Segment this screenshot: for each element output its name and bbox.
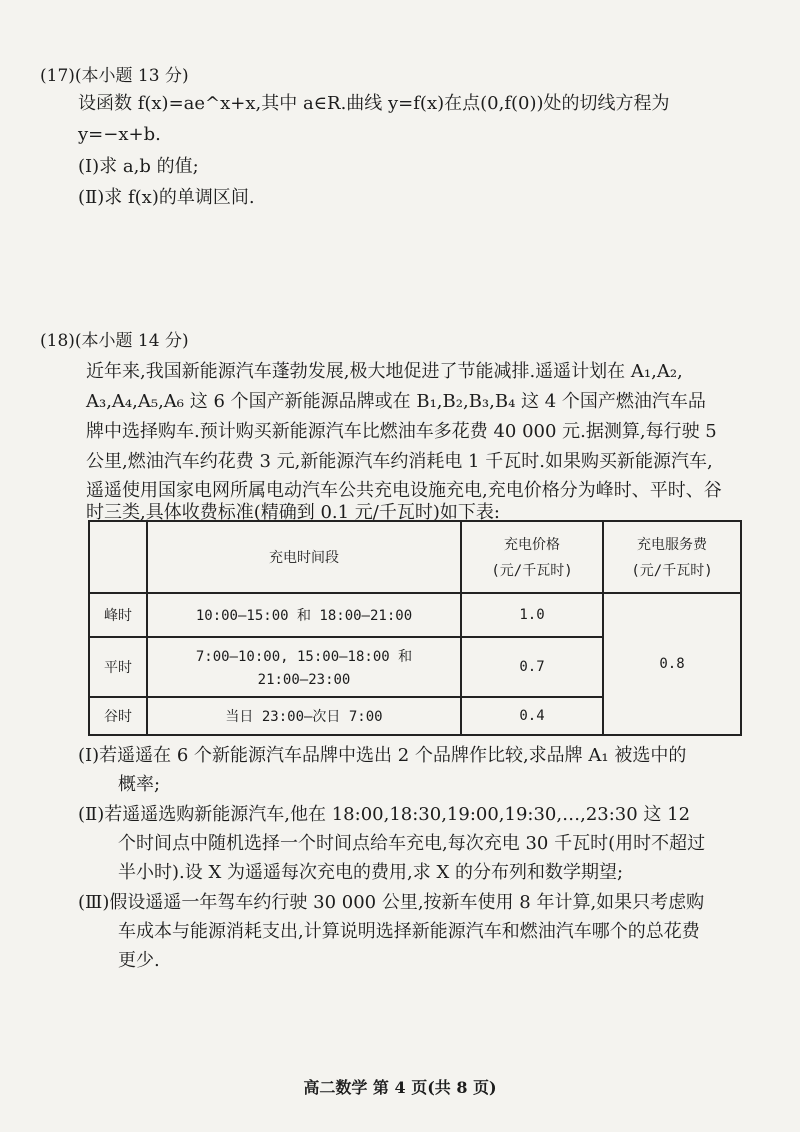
row-period-line2: 21:00—23:00 (257, 672, 351, 688)
q18-para-line: 公里,燃油汽车约花费 3 元,新能源汽车约消耗电 1 千瓦时.如果购买新能源汽车, (86, 451, 713, 472)
row-price: 0.7 (461, 637, 603, 697)
q18-para-line: 牌中选择购车.预计购买新能源汽车比燃油车多花费 40 000 元.据测算,每行驶 5 (86, 421, 717, 442)
q18-part3-line: 车成本与能源消耗支出,计算说明选择新能源汽车和燃油汽车哪个的总花费 (118, 921, 700, 942)
service-fee-cell: 0.8 (603, 593, 741, 735)
header-price (461, 521, 603, 593)
header-price-line1: 充电价格 (504, 537, 560, 553)
header-price-line2: (元/千瓦时) (491, 563, 573, 579)
table-corner-cell (89, 521, 147, 593)
row-period (147, 637, 461, 697)
row-type: 平时 (89, 637, 147, 697)
page-footer: 高二数学 第 4 页(共 8 页) (303, 1078, 497, 1097)
row-price: 0.4 (461, 697, 603, 735)
row-period-line1: 7:00—10:00, 15:00—18:00 和 (195, 649, 413, 665)
row-type: 峰时 (89, 593, 147, 637)
header-service (603, 521, 741, 593)
row-period: 10:00—15:00 和 18:00—21:00 (147, 593, 461, 637)
q17-part2: (Ⅱ)求 f(x)的单调区间. (78, 187, 255, 208)
row-price: 1.0 (461, 593, 603, 637)
header-service-line1: 充电服务费 (637, 537, 707, 553)
q18-para-line: 时三类,具体收费标准(精确到 0.1 元/千瓦时)如下表: (86, 502, 500, 523)
header-period: 充电时间段 (147, 521, 461, 593)
q18-part1-line: 概率; (118, 774, 161, 795)
q18-para-line: A₃,A₄,A₅,A₆ 这 6 个国产新能源品牌或在 B₁,B₂,B₃,B₄ 这 4 个国产燃油汽车品 (86, 391, 706, 412)
row-type: 谷时 (89, 697, 147, 735)
q18-part3-line: 更少. (118, 950, 160, 971)
q18-part2-line: 个时间点中随机选择一个时间点给车充电,每次充电 30 千瓦时(用时不超过 (118, 833, 706, 854)
q17-header: (17)(本小题 13 分) (40, 66, 189, 86)
q17-line1: 设函数 f(x)=ae^x+x,其中 a∈R.曲线 y=f(x)在点(0,f(0))处的切线方程为 (78, 93, 670, 114)
table-row (89, 593, 741, 637)
table-header-row (89, 521, 741, 593)
header-service-line2: (元/千瓦时) (631, 563, 713, 579)
q17-line2: y=−x+b. (78, 124, 161, 145)
q18-para-line: 近年来,我国新能源汽车蓬勃发展,极大地促进了节能减排.遥遥计划在 A₁,A₂, (86, 361, 683, 382)
row-period: 当日 23:00—次日 7:00 (147, 697, 461, 735)
charging-fee-table (88, 520, 742, 736)
q18-para-line: 遥遥使用国家电网所属电动汽车公共充电设施充电,充电价格分为峰时、平时、谷 (86, 480, 722, 501)
q18-part2-line: (Ⅱ)若遥遥选购新能源汽车,他在 18:00,18:30,19:00,19:30,…,23:30 这 12 (78, 804, 691, 825)
q18-part3-line: (Ⅲ)假设遥遥一年驾车约行驶 30 000 公里,按新车使用 8 年计算,如果只考虑购 (78, 892, 705, 913)
q18-part2-line: 半小时).设 X 为遥遥每次充电的费用,求 X 的分布列和数学期望; (118, 862, 624, 883)
q18-part1-line: (Ⅰ)若遥遥在 6 个新能源汽车品牌中选出 2 个品牌作比较,求品牌 A₁ 被选中的 (78, 745, 687, 766)
q18-header: (18)(本小题 14 分) (40, 331, 189, 351)
q17-part1: (Ⅰ)求 a,b 的值; (78, 156, 199, 177)
